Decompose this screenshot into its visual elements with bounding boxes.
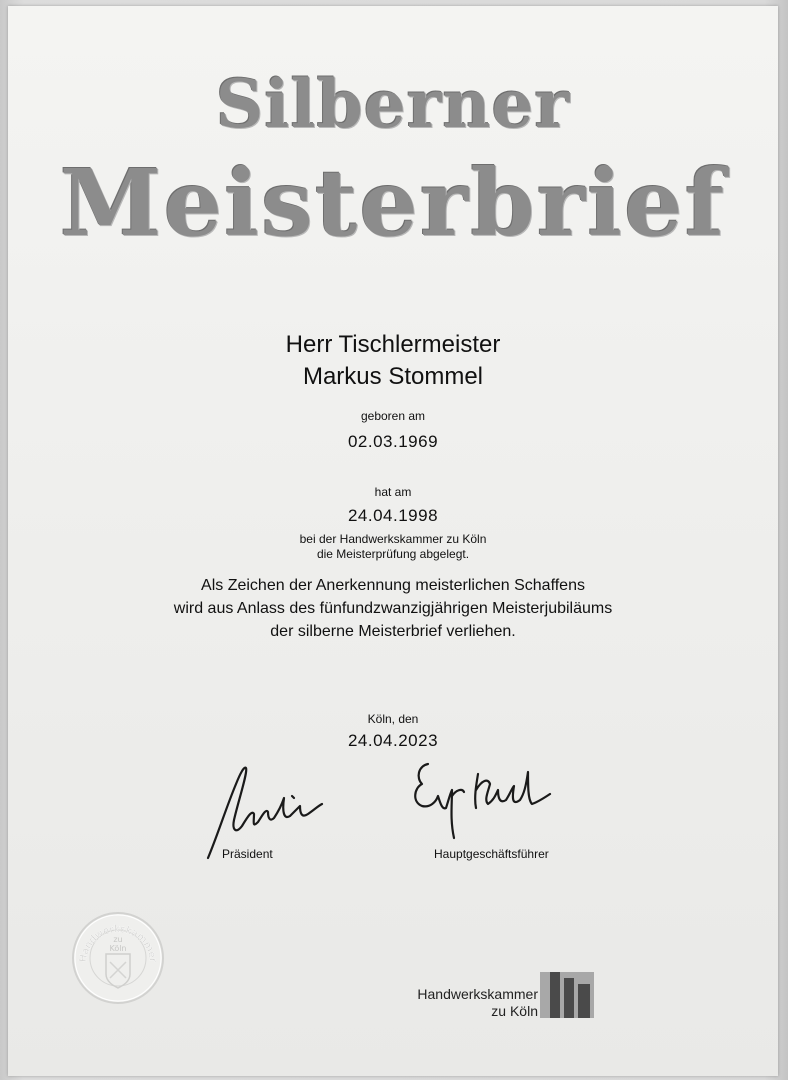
title-line-2: Meisterbrief (59, 149, 727, 257)
seal-center-text-1: zu (113, 935, 123, 944)
exam-date: 24.04.1998 (347, 506, 439, 525)
logo-text-line-1: Handwerkskammer (417, 986, 538, 1002)
logo-text (388, 986, 538, 1020)
place-label: Köln, den (367, 712, 419, 726)
award-line-3: der silberne Meisterbrief verliehen. (270, 623, 516, 640)
award-line-2: wird aus Anlass des fünfundzwanzigjährigen Meisterjubiläums (173, 600, 613, 617)
seal-icon (70, 910, 166, 1006)
seal-arc-text: Handwerkskammer (77, 923, 158, 963)
title-line-1: Silberner (215, 65, 571, 143)
logo-text-line-2: zu Köln (491, 1003, 538, 1019)
exam-intro: hat am (374, 485, 412, 499)
born-label: geboren am (360, 409, 426, 423)
birth-date: 02.03.1969 (347, 432, 439, 451)
recipient-name: Markus Stommel (302, 363, 484, 390)
award-line-1: Als Zeichen der Anerkennung meisterlichen Schaffens (201, 577, 585, 594)
exam-line-1: bei der Handwerkskammer zu Köln (299, 532, 487, 546)
embossed-seal (70, 910, 166, 1006)
managing-director-signature (404, 750, 574, 850)
recipient-title: Herr Tischlermeister (285, 331, 501, 358)
exam-line-2: die Meisterprüfung abgelegt. (316, 547, 470, 561)
seal-center-text-2: Köln (109, 944, 127, 953)
managing-director-label: Hauptgeschäftsführer (434, 847, 549, 861)
issue-date: 24.04.2023 (347, 731, 439, 750)
certificate-paper (8, 6, 778, 1076)
chamber-logo-icon (540, 972, 594, 1018)
president-label: Präsident (222, 847, 273, 861)
